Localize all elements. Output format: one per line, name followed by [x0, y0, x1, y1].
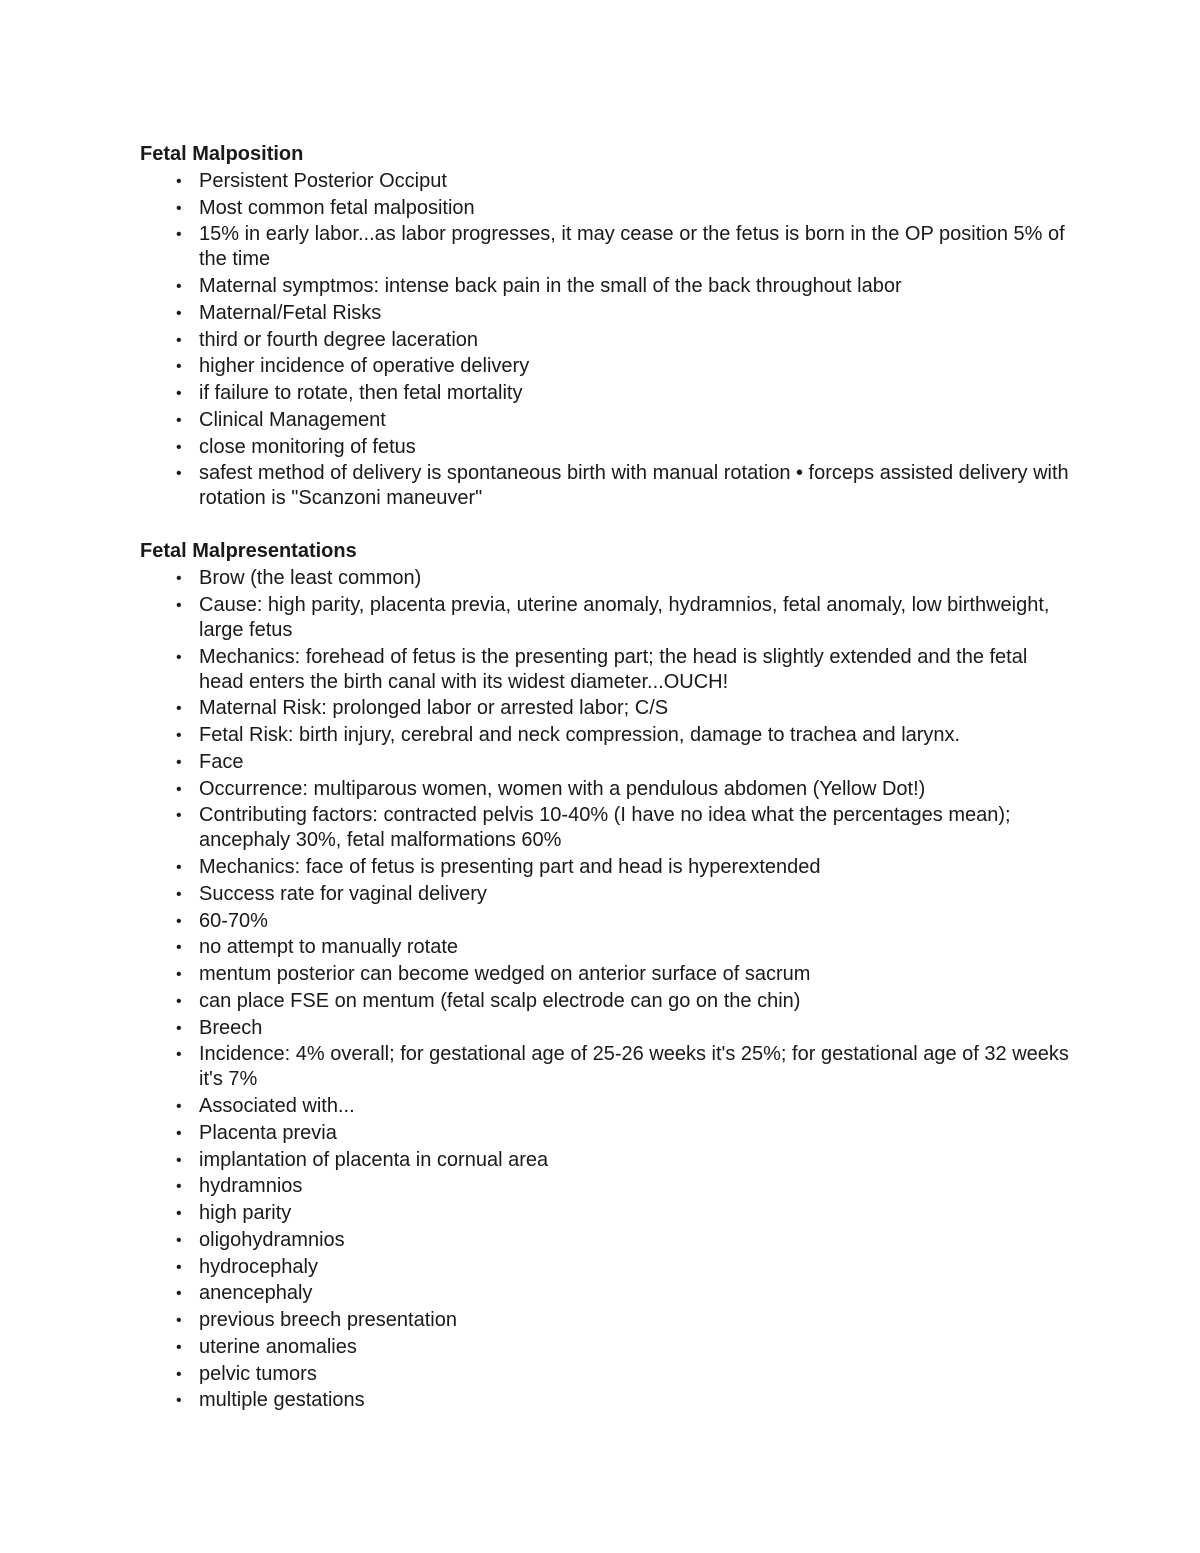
list-item: • Mechanics: face of fetus is presenting part and head is hyperextended: [140, 855, 1070, 880]
list-item: • hydramnios: [140, 1174, 1070, 1199]
list-item: • previous breech presentation: [140, 1308, 1070, 1333]
list-item: • Success rate for vaginal delivery: [140, 882, 1070, 907]
list-item: • pelvic tumors: [140, 1362, 1070, 1387]
list-item: • Incidence: 4% overall; for gestational age of 25-26 weeks it's 25%; for gestational age of 32 weeks it's 7%: [140, 1042, 1070, 1092]
list-item: • Placenta previa: [140, 1121, 1070, 1146]
document-page: [140, 141, 1070, 1413]
list-item: • Occurrence: multiparous women, women with a pendulous abdomen (Yellow Dot!): [140, 777, 1070, 802]
list-item: • Persistent Posterior Occiput: [140, 169, 1070, 194]
list-item: • higher incidence of operative delivery: [140, 354, 1070, 379]
list-item: • third or fourth degree laceration: [140, 328, 1070, 353]
list-item: • Maternal/Fetal Risks: [140, 301, 1070, 326]
list-item: • Breech: [140, 1016, 1070, 1041]
list-item: • Contributing factors: contracted pelvis 10-40% (I have no idea what the percentages mean); ancephaly 30%, fetal malformations 60%: [140, 803, 1070, 853]
list-item: • Mechanics: forehead of fetus is the presenting part; the head is slightly extended and the fetal head enters the birth canal with its widest diameter...OUCH!: [140, 645, 1070, 695]
list-item: • 60-70%: [140, 909, 1070, 934]
bullet-list: [140, 566, 1070, 1413]
bullet-list: [140, 169, 1070, 512]
section-title: Fetal Malposition: [140, 143, 304, 165]
list-item: • can place FSE on mentum (fetal scalp electrode can go on the chin): [140, 989, 1070, 1014]
list-item: • mentum posterior can become wedged on anterior surface of sacrum: [140, 962, 1070, 987]
section-title: Fetal Malpresentations: [140, 540, 357, 563]
list-item: • implantation of placenta in cornual area: [140, 1148, 1070, 1173]
list-item: • Brow (the least common): [140, 566, 1070, 591]
list-item: • safest method of delivery is spontaneous birth with manual rotation • forceps assisted delivery with rotation is "Scanzoni maneuver": [140, 461, 1070, 511]
list-item: • high parity: [140, 1201, 1070, 1226]
list-item: • Most common fetal malposition: [140, 196, 1070, 221]
list-item: • Maternal symptmos: intense back pain in the small of the back throughout labor: [140, 274, 1070, 299]
section-fetal-malposition: [140, 141, 1070, 511]
list-item: • 15% in early labor...as labor progresses, it may cease or the fetus is born in the OP position 5% of the time: [140, 222, 1070, 272]
list-item: • anencephaly: [140, 1281, 1070, 1306]
list-item: • hydrocephaly: [140, 1255, 1070, 1280]
list-item: • Maternal Risk: prolonged labor or arrested labor; C/S: [140, 696, 1070, 721]
list-item: • Cause: high parity, placenta previa, uterine anomaly, hydramnios, fetal anomaly, low birthweight, large fetus: [140, 593, 1070, 643]
section-fetal-malpresentations: [140, 538, 1070, 1413]
list-item: • multiple gestations: [140, 1388, 1070, 1413]
list-item: • Clinical Management: [140, 408, 1070, 433]
list-item: • Fetal Risk: birth injury, cerebral and neck compression, damage to trachea and larynx.: [140, 723, 1070, 748]
list-item: • oligohydramnios: [140, 1228, 1070, 1253]
list-item: • Associated with...: [140, 1094, 1070, 1119]
list-item: • uterine anomalies: [140, 1335, 1070, 1360]
list-item: • no attempt to manually rotate: [140, 935, 1070, 960]
list-item: • close monitoring of fetus: [140, 435, 1070, 460]
list-item: • Face: [140, 750, 1070, 775]
list-item: • if failure to rotate, then fetal mortality: [140, 381, 1070, 406]
